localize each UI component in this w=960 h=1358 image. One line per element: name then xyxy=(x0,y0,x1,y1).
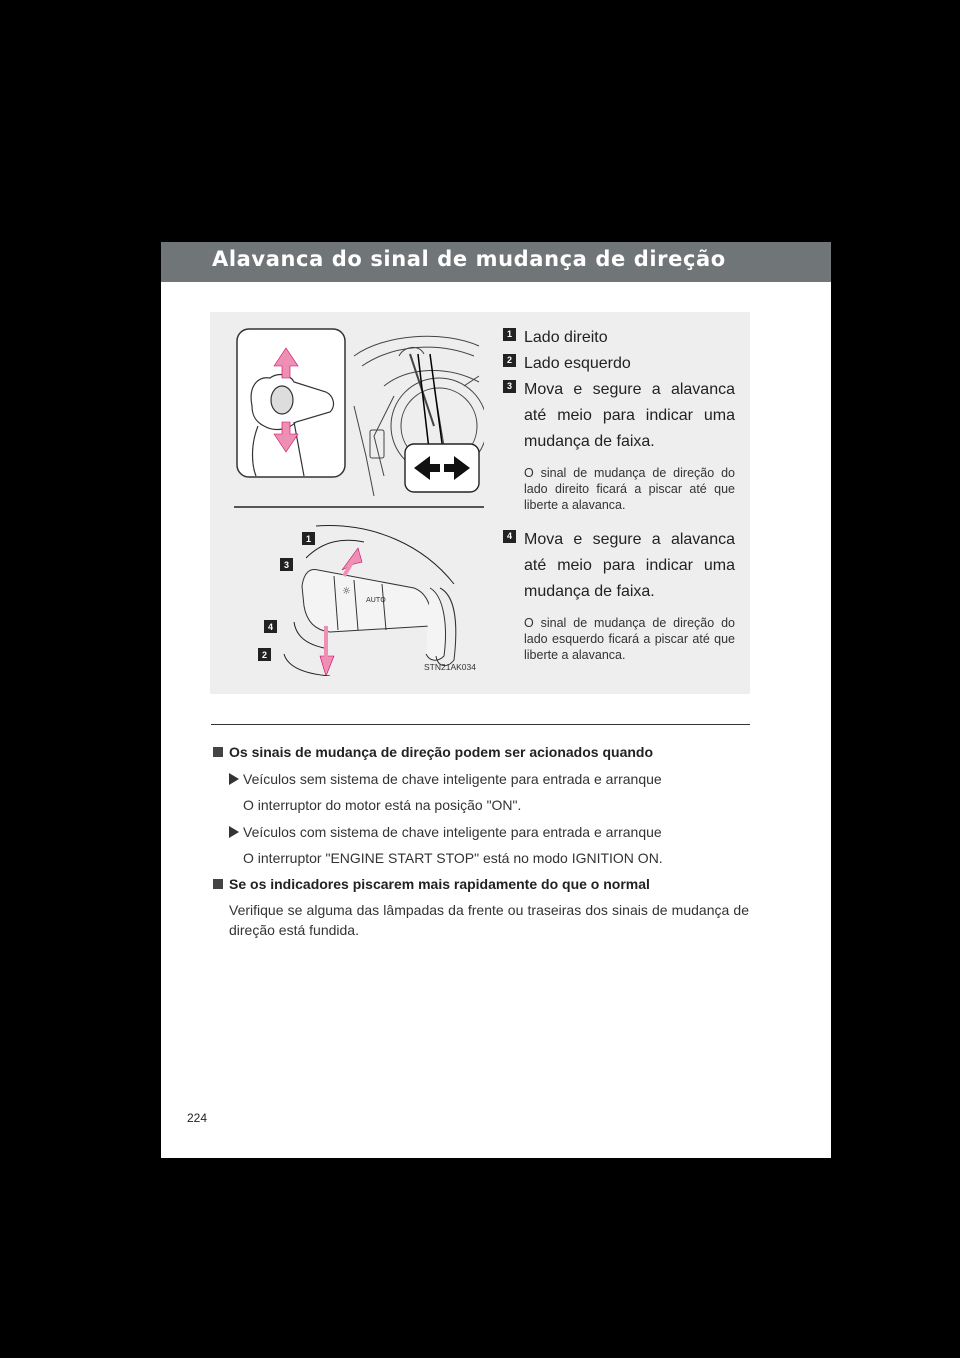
legend-label: Lado esquerdo xyxy=(524,355,631,372)
legend-item-4 xyxy=(503,527,735,605)
hand-inset xyxy=(237,329,345,477)
legend-label: Mova e segure a alavanca até meio para indicar uma mudança de faixa. xyxy=(524,531,735,600)
legend-num: 2 xyxy=(503,354,516,367)
section-title: Alavanca do sinal de mudança de direção xyxy=(212,247,726,271)
callout-4: 4 xyxy=(267,622,274,632)
figure-legend xyxy=(503,325,735,663)
svg-text:☼: ☼ xyxy=(342,586,351,597)
note-heading: Se os indicadores piscarem mais rapidamente do que o normal xyxy=(213,874,749,894)
square-bullet-icon xyxy=(213,879,223,889)
section-title-bar xyxy=(161,242,831,282)
note-subitem: Veículos sem sistema de chave inteligente para entrada e arranque xyxy=(229,769,749,789)
legend-label: Lado direito xyxy=(524,329,608,346)
page-number: 224 xyxy=(187,1111,208,1125)
legend-note-3: O sinal de mudança de direção do lado direito ficará a piscar até que liberte a alavanca. xyxy=(524,466,735,512)
legend-item-1 xyxy=(503,325,735,351)
note-text: Verifique se alguma das lâmpadas da frente ou traseiras dos sinais de mudança de direção está fundida. xyxy=(229,902,749,938)
legend-num: 3 xyxy=(503,380,516,393)
callout-2: 2 xyxy=(261,650,268,660)
note-text: O interruptor "ENGINE START STOP" está no modo IGNITION ON. xyxy=(243,850,663,866)
figure-code: STN21AK034 xyxy=(424,662,476,672)
triangle-bullet-icon xyxy=(229,826,239,838)
legend-item-3 xyxy=(503,377,735,455)
note-text: O interruptor do motor está na posição "ON". xyxy=(243,797,522,813)
callout-1: 1 xyxy=(305,534,312,544)
square-bullet-icon xyxy=(213,747,223,757)
legend-item-2 xyxy=(503,351,735,377)
legend-num: 4 xyxy=(503,530,516,543)
figure-panel xyxy=(210,312,750,694)
legend-label: Mova e segure a alavanca até meio para indicar uma mudança de faixa. xyxy=(524,381,735,450)
legend-num: 1 xyxy=(503,328,516,341)
turn-signal-lever-illustration xyxy=(234,326,484,676)
manual-page xyxy=(161,242,831,1158)
legend-note-4: O sinal de mudança de direção do lado esquerdo ficará a piscar até que liberte a alavanca. xyxy=(524,616,735,662)
section-divider xyxy=(211,724,750,725)
callout-3: 3 xyxy=(283,560,290,570)
svg-text:AUTO: AUTO xyxy=(366,596,386,604)
note-subitem: Veículos com sistema de chave inteligente para entrada e arranque xyxy=(229,822,749,842)
note-heading: Os sinais de mudança de direção podem ser acionados quando xyxy=(213,742,749,762)
notes-section xyxy=(213,742,749,940)
triangle-bullet-icon xyxy=(229,773,239,785)
left-right-arrow-icon xyxy=(405,444,479,492)
